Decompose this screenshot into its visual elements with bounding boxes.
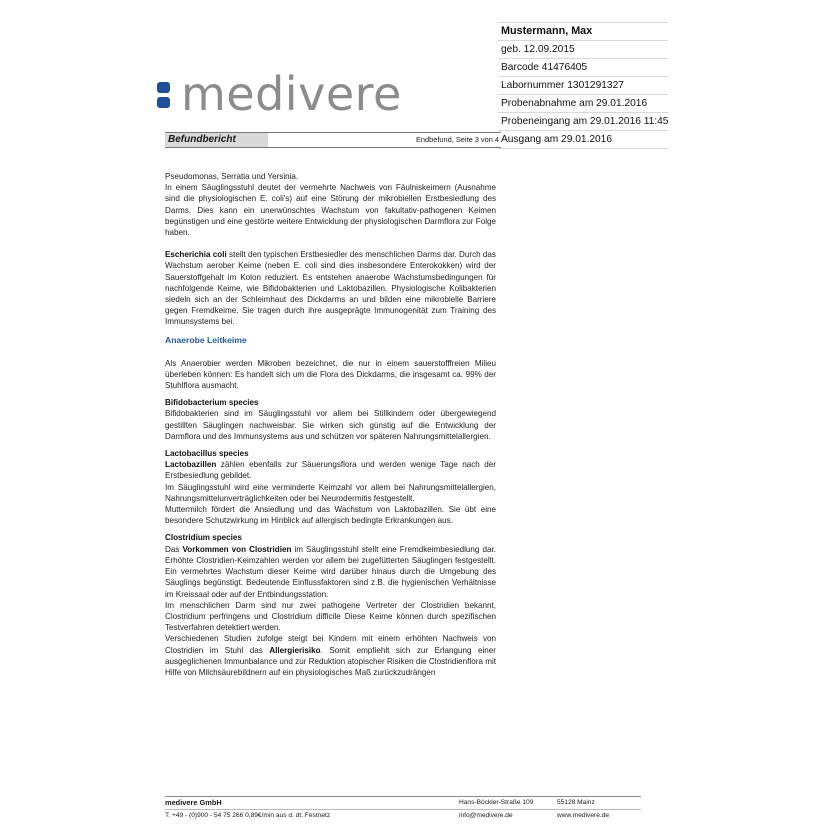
clos-term: Vorkommen von Clostridien [182,544,292,554]
ecoli-text: stellt den typischen Erstbesiedler des menschlichen Darms dar. Durch das Wachstum aerober Keime (neben E. coli sind dies insbesondere Enterokokken) wird der Sauerstoffgehalt im Kolon reduziert. Es entstehen anaerobe Wachstumsbedingungen für nachfolgende Keime, wie Bifidobakterien und Laktobazillen. Physiologische Kolibakterien siedeln sich an der Schleimhaut des Dickdarms an und bilden eine mikrobielle Barriere gegen Fremdkeime. Sie tragen durch ihre ausgeprägte Immunogenität zum Training des Immunsystems bei. [165,250,496,327]
footer-city: 55128 Mainz [557,799,595,806]
paragraph-lactobacillus-2: Im Säuglingsstuhl wird eine verminderte Keimzahl vor allem bei Nahrungsmittelallergien, Nahrungsmittelunverträglichkeiten oder bei Neurodermitis festgestellt. [165,482,496,503]
report-body [165,171,496,678]
paragraph-lactobacillus-3: Muttermilch fördert die Ansiedlung und das Wachstum von Laktobazillen. Sie übt eine besondere Schutzwirkung im Hinblick auf allergisch bedingte Erkrankungen aus. [165,505,496,526]
patient-labnumber: Labornummer 1301291327 [498,76,668,94]
section-heading-anaerobe: Anaerobe Leitkeime [165,334,247,345]
receipt-date: Probeneingang am 29.01.2016 11:45 [498,112,668,130]
allergy-risk-term: Allergierisiko [269,645,321,655]
page-footer [165,796,641,822]
paragraph-anaerobe: Als Anaerobier werden Mikroben bezeichnet, die nur in einem sauerstofffreien Milieu überleben können: Es handelt sich um die Flora des Dickdarms, die insgesamt ca. 99% der Stuhlflora ausmacht. [165,358,496,391]
logo-text: medivere [181,67,402,121]
footer-company: medivere GmbH [165,798,222,807]
paragraph-intro-end: Pseudomonas, Serratia und Yersinia. [165,172,299,181]
patient-barcode: Barcode 41476405 [498,58,668,76]
lacto-text-1: zählen ebenfalls zur Säuerungsflora und werden wenige Tage nach der Erstbesiedlung gebildet. [165,460,496,481]
heading-clostridium: Clostridium species [165,533,242,543]
paragraph-bifidobacterium: Bifidobakterien sind im Säuglingsstuhl vor allem bei Stillkindern oder übergewiegend gestillten Säuglingen nachweisbar. Sie wirken sich günstig auf die Entwicklung der Darmflora und des Immunsystems aus und schützen vor späteren Nahrungsmittelallergien. [165,409,496,441]
footer-street: Hans-Böckler-Straße 109 [459,799,534,806]
patient-birthdate: geb. 12.09.2015 [498,40,668,58]
footer-email-link[interactable]: info@medivere.de [459,812,513,819]
heading-bifidobacterium: Bifidobacterium species [165,398,259,408]
lacto-term: Lactobazillen [165,460,217,470]
paragraph-clostridium-2: Im menschlichen Darm sind nur zwei pathogene Vertreter der Clostridien bekannt, Clostridium perfringens und Clostridium difficile Diese Keime können durch spezifischen Testverfahren detektiert werden. [165,600,496,633]
ecoli-term: Escherichia coli [165,250,227,260]
sampling-date: Probenabnahme am 29.01.2016 [498,94,668,112]
report-header-bar [165,132,501,148]
logo-mark-icon [157,78,173,110]
medivere-logo [157,67,402,121]
patient-name: Mustermann, Max [498,22,668,40]
paragraph-faeulniskeime: In einem Säuglingsstuhl deutet der vermehrte Nachweis von Fäulniskeimern (Ausnahme sind die physiologischen E. coli's) auf eine Störung der mikrobiellen Erstbesiedlung des Darms. Dies kann ein unerwünschtes Wachstum von fakultativ-pathogenen Keimen begünstigen und eine gestörte weitere Entwicklung der physiologischen Darmflora zur Folge haben. [165,183,496,238]
paragraph-clostridium-3 [165,633,496,678]
report-title: Befundbericht [165,133,268,147]
footer-web-link[interactable]: www.medivere.de [557,812,610,819]
footer-phone: T. +49 - (0)900 - 54 75 266 0,89€/min aus d. dt. Festnetz [165,812,331,819]
patient-info-box [498,22,668,149]
paragraph-lactobacillus-1 [165,459,496,481]
heading-lactobacillus: Lactobacillus species [165,449,249,459]
clos-pre: Das [165,544,183,554]
paragraph-ecoli [165,249,496,327]
clos-text-1: im Säuglingsstuhl stellt eine Fremdkeimbesiedlung dar. Erhöhte Clostridien-Keimzahlen werden vor allem bei zugefütterten Säuglingen festgestellt. Ein vermehrtes Wachstum dieser Keime wird darüber hinaus durch die Umgebung des Säuglings begünstigt. Bedeutende Einflussfaktoren sind z.B. die hygienischen Verhältnisse im Kreissaal oder auf der Entbindungsstation. [165,544,496,599]
paragraph-clostridium-1 [165,544,496,600]
issue-date: Ausgang am 29.01.2016 [498,130,668,149]
clos-text-3b: . Somit empfiehlt sich zur Erlangung einer ausgeglichenen Immunbalance und zur Reduktion atopischer Risiken die Clostridienflora mit Hilfe von Milchsäurebildnern auf ein physiologisches Maß zurückzudrängen [165,645,496,677]
clos-text-3a: Verschiedenen Studien zufolge steigt bei Kindern mit einem erhöhten Nachweis von Clostridien im Stuhl das [165,634,496,655]
report-page-info: Endbefund, Seite 3 von 4 [415,135,499,144]
